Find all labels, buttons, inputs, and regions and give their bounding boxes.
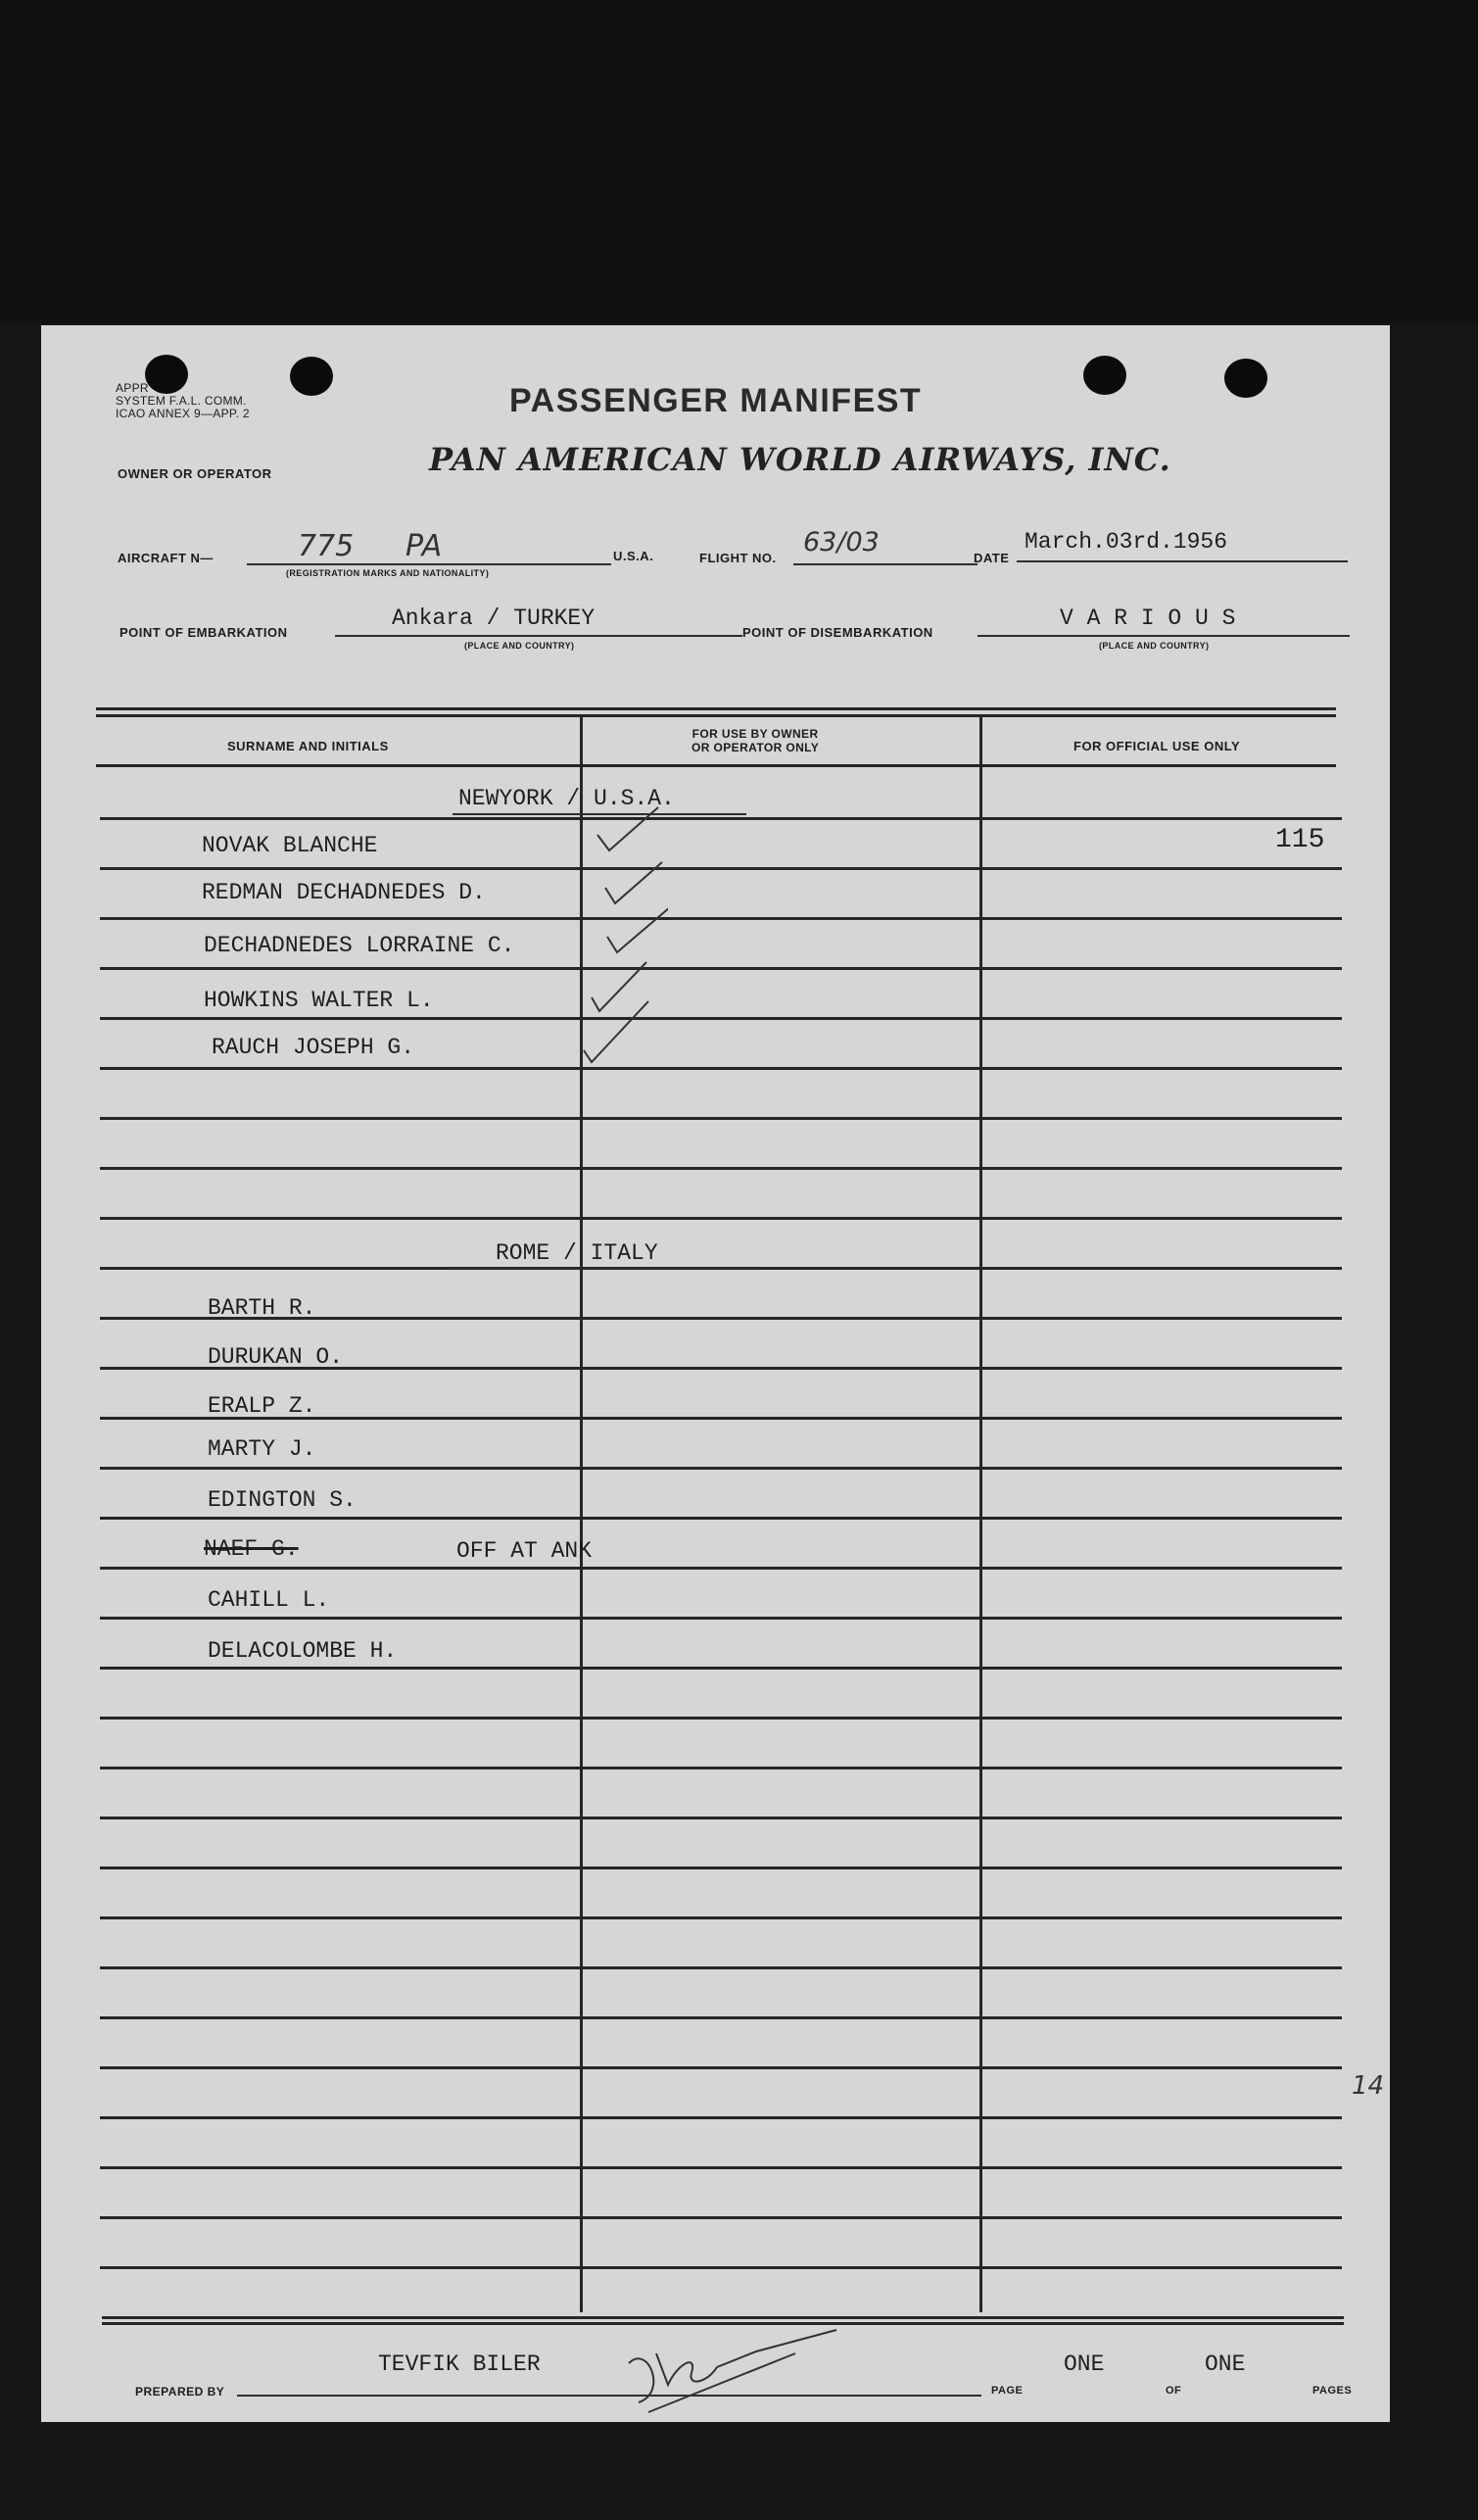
header-rule	[96, 707, 1336, 710]
passenger-name: DURUKAN O.	[208, 1344, 344, 1370]
destination-underline	[449, 1268, 760, 1270]
form-line	[1017, 560, 1348, 562]
aircraft-label: AIRCRAFT N—	[118, 551, 214, 565]
passenger-name: NOVAK BLANCHE	[202, 833, 378, 858]
check-marks	[531, 805, 668, 1090]
section-destination: NEWYORK / U.S.A.	[458, 786, 675, 811]
table-rule	[100, 967, 1342, 970]
disembarkation-sublabel: (PLACE AND COUNTRY)	[1099, 641, 1210, 651]
owner-label: OWNER OR OPERATOR	[118, 466, 272, 481]
table-rule	[100, 1866, 1342, 1869]
table-rule	[100, 1667, 1342, 1670]
form-line	[247, 563, 611, 565]
table-rule	[100, 1217, 1342, 1220]
operator-name: PAN AMERICAN WORLD AIRWAYS, INC.	[429, 441, 1171, 478]
form-line	[793, 563, 977, 565]
table-rule	[100, 1966, 1342, 1969]
disembarkation-value: V A R I O U S	[1060, 606, 1236, 631]
table-rule	[100, 2166, 1342, 2169]
check-mark-icon	[592, 962, 646, 1011]
column-header-line: FOR USE BY OWNER	[691, 727, 819, 741]
check-mark-icon	[607, 907, 668, 952]
embarkation-value: Ankara / TURKEY	[392, 606, 596, 631]
table-rule	[100, 1517, 1342, 1520]
passenger-name: REDMAN DECHADNEDES D.	[202, 880, 486, 905]
embarkation-sublabel: (PLACE AND COUNTRY)	[464, 641, 575, 651]
embarkation-label: POINT OF EMBARKATION	[119, 625, 288, 640]
country-label: U.S.A.	[613, 549, 654, 563]
table-rule	[100, 1067, 1342, 1070]
registration-sublabel: (REGISTRATION MARKS AND NATIONALITY)	[286, 568, 490, 578]
form-line	[335, 635, 742, 637]
approval-line: SYSTEM F.A.L. COMM.	[116, 394, 247, 408]
table-rule	[100, 2266, 1342, 2269]
table-rule	[100, 1017, 1342, 1020]
page-number: ONE	[1064, 2351, 1105, 2377]
signature	[609, 2324, 844, 2422]
aircraft-suffix: PA	[405, 529, 443, 563]
page-total: ONE	[1205, 2351, 1246, 2377]
section-destination: ROME / ITALY	[496, 1240, 658, 1266]
passenger-name: HOWKINS WALTER L.	[204, 988, 434, 1013]
header-rule	[96, 714, 1336, 717]
approval-line: ICAO ANNEX 9—APP. 2	[116, 407, 250, 420]
passenger-name-struck: NAEF G.	[204, 1536, 299, 1562]
table-rule	[100, 917, 1342, 920]
column-header-line: OR OPERATOR ONLY	[691, 741, 820, 754]
passenger-name: BARTH R.	[208, 1295, 316, 1321]
date-label: DATE	[974, 551, 1010, 565]
passenger-name: DELACOLOMBE H.	[208, 1638, 398, 1664]
passenger-name: DECHADNEDES LORRAINE C.	[204, 933, 515, 958]
table-rule	[100, 1617, 1342, 1620]
table-rule	[100, 1817, 1342, 1819]
passenger-name: ERALP Z.	[208, 1393, 316, 1419]
background-band	[0, 0, 1478, 323]
column-divider	[979, 717, 982, 2312]
flight-label: FLIGHT NO.	[699, 551, 777, 565]
page-label: PAGE	[991, 2385, 1024, 2397]
pages-label: PAGES	[1312, 2385, 1353, 2397]
form-line	[977, 635, 1350, 637]
column-header-operator	[691, 727, 819, 754]
prepared-by-label: PREPARED BY	[135, 2385, 225, 2399]
table-rule	[100, 1767, 1342, 1769]
table-rule	[100, 2216, 1342, 2219]
official-note: 115	[1275, 825, 1325, 855]
table-rule	[100, 2066, 1342, 2069]
punch-hole	[1224, 359, 1267, 398]
table-rule	[100, 1117, 1342, 1120]
table-rule	[100, 1567, 1342, 1570]
passenger-name: EDINGTON S.	[208, 1487, 357, 1513]
disembarkation-label: POINT OF DISEMBARKATION	[742, 625, 933, 640]
punch-hole	[1083, 356, 1126, 395]
check-mark-icon	[597, 807, 658, 850]
column-header-official: FOR OFFICIAL USE ONLY	[1073, 739, 1241, 753]
manifest-sheet	[41, 325, 1390, 2422]
page-title: PASSENGER MANIFEST	[509, 382, 923, 419]
approval-line: APPR	[116, 381, 149, 395]
table-rule	[100, 817, 1342, 820]
of-label: OF	[1166, 2385, 1182, 2397]
passenger-note: OFF AT ANK	[456, 1538, 593, 1564]
flight-number: 63/03	[803, 527, 880, 557]
passenger-name: CAHILL L.	[208, 1587, 330, 1613]
table-rule	[100, 2116, 1342, 2119]
table-rule	[100, 1167, 1342, 1170]
aircraft-number: 775	[298, 529, 355, 563]
check-mark-icon	[584, 1001, 648, 1062]
check-mark-icon	[605, 862, 662, 903]
table-rule	[100, 1916, 1342, 1919]
prepared-by-name: TEVFIK BILER	[378, 2351, 541, 2377]
header-rule	[96, 764, 1336, 767]
margin-note: 14	[1352, 2071, 1385, 2101]
approval-note	[116, 382, 250, 420]
table-rule	[100, 1717, 1342, 1720]
punch-hole	[290, 357, 333, 396]
footer-rule	[102, 2316, 1344, 2319]
passenger-name: RAUCH JOSEPH G.	[212, 1035, 415, 1060]
table-rule	[100, 1467, 1342, 1470]
passenger-name: MARTY J.	[208, 1436, 316, 1462]
table-rule	[100, 867, 1342, 870]
flight-date: March.03rd.1956	[1025, 529, 1228, 555]
column-header-surname: SURNAME AND INITIALS	[227, 739, 389, 753]
table-rule	[100, 2016, 1342, 2019]
